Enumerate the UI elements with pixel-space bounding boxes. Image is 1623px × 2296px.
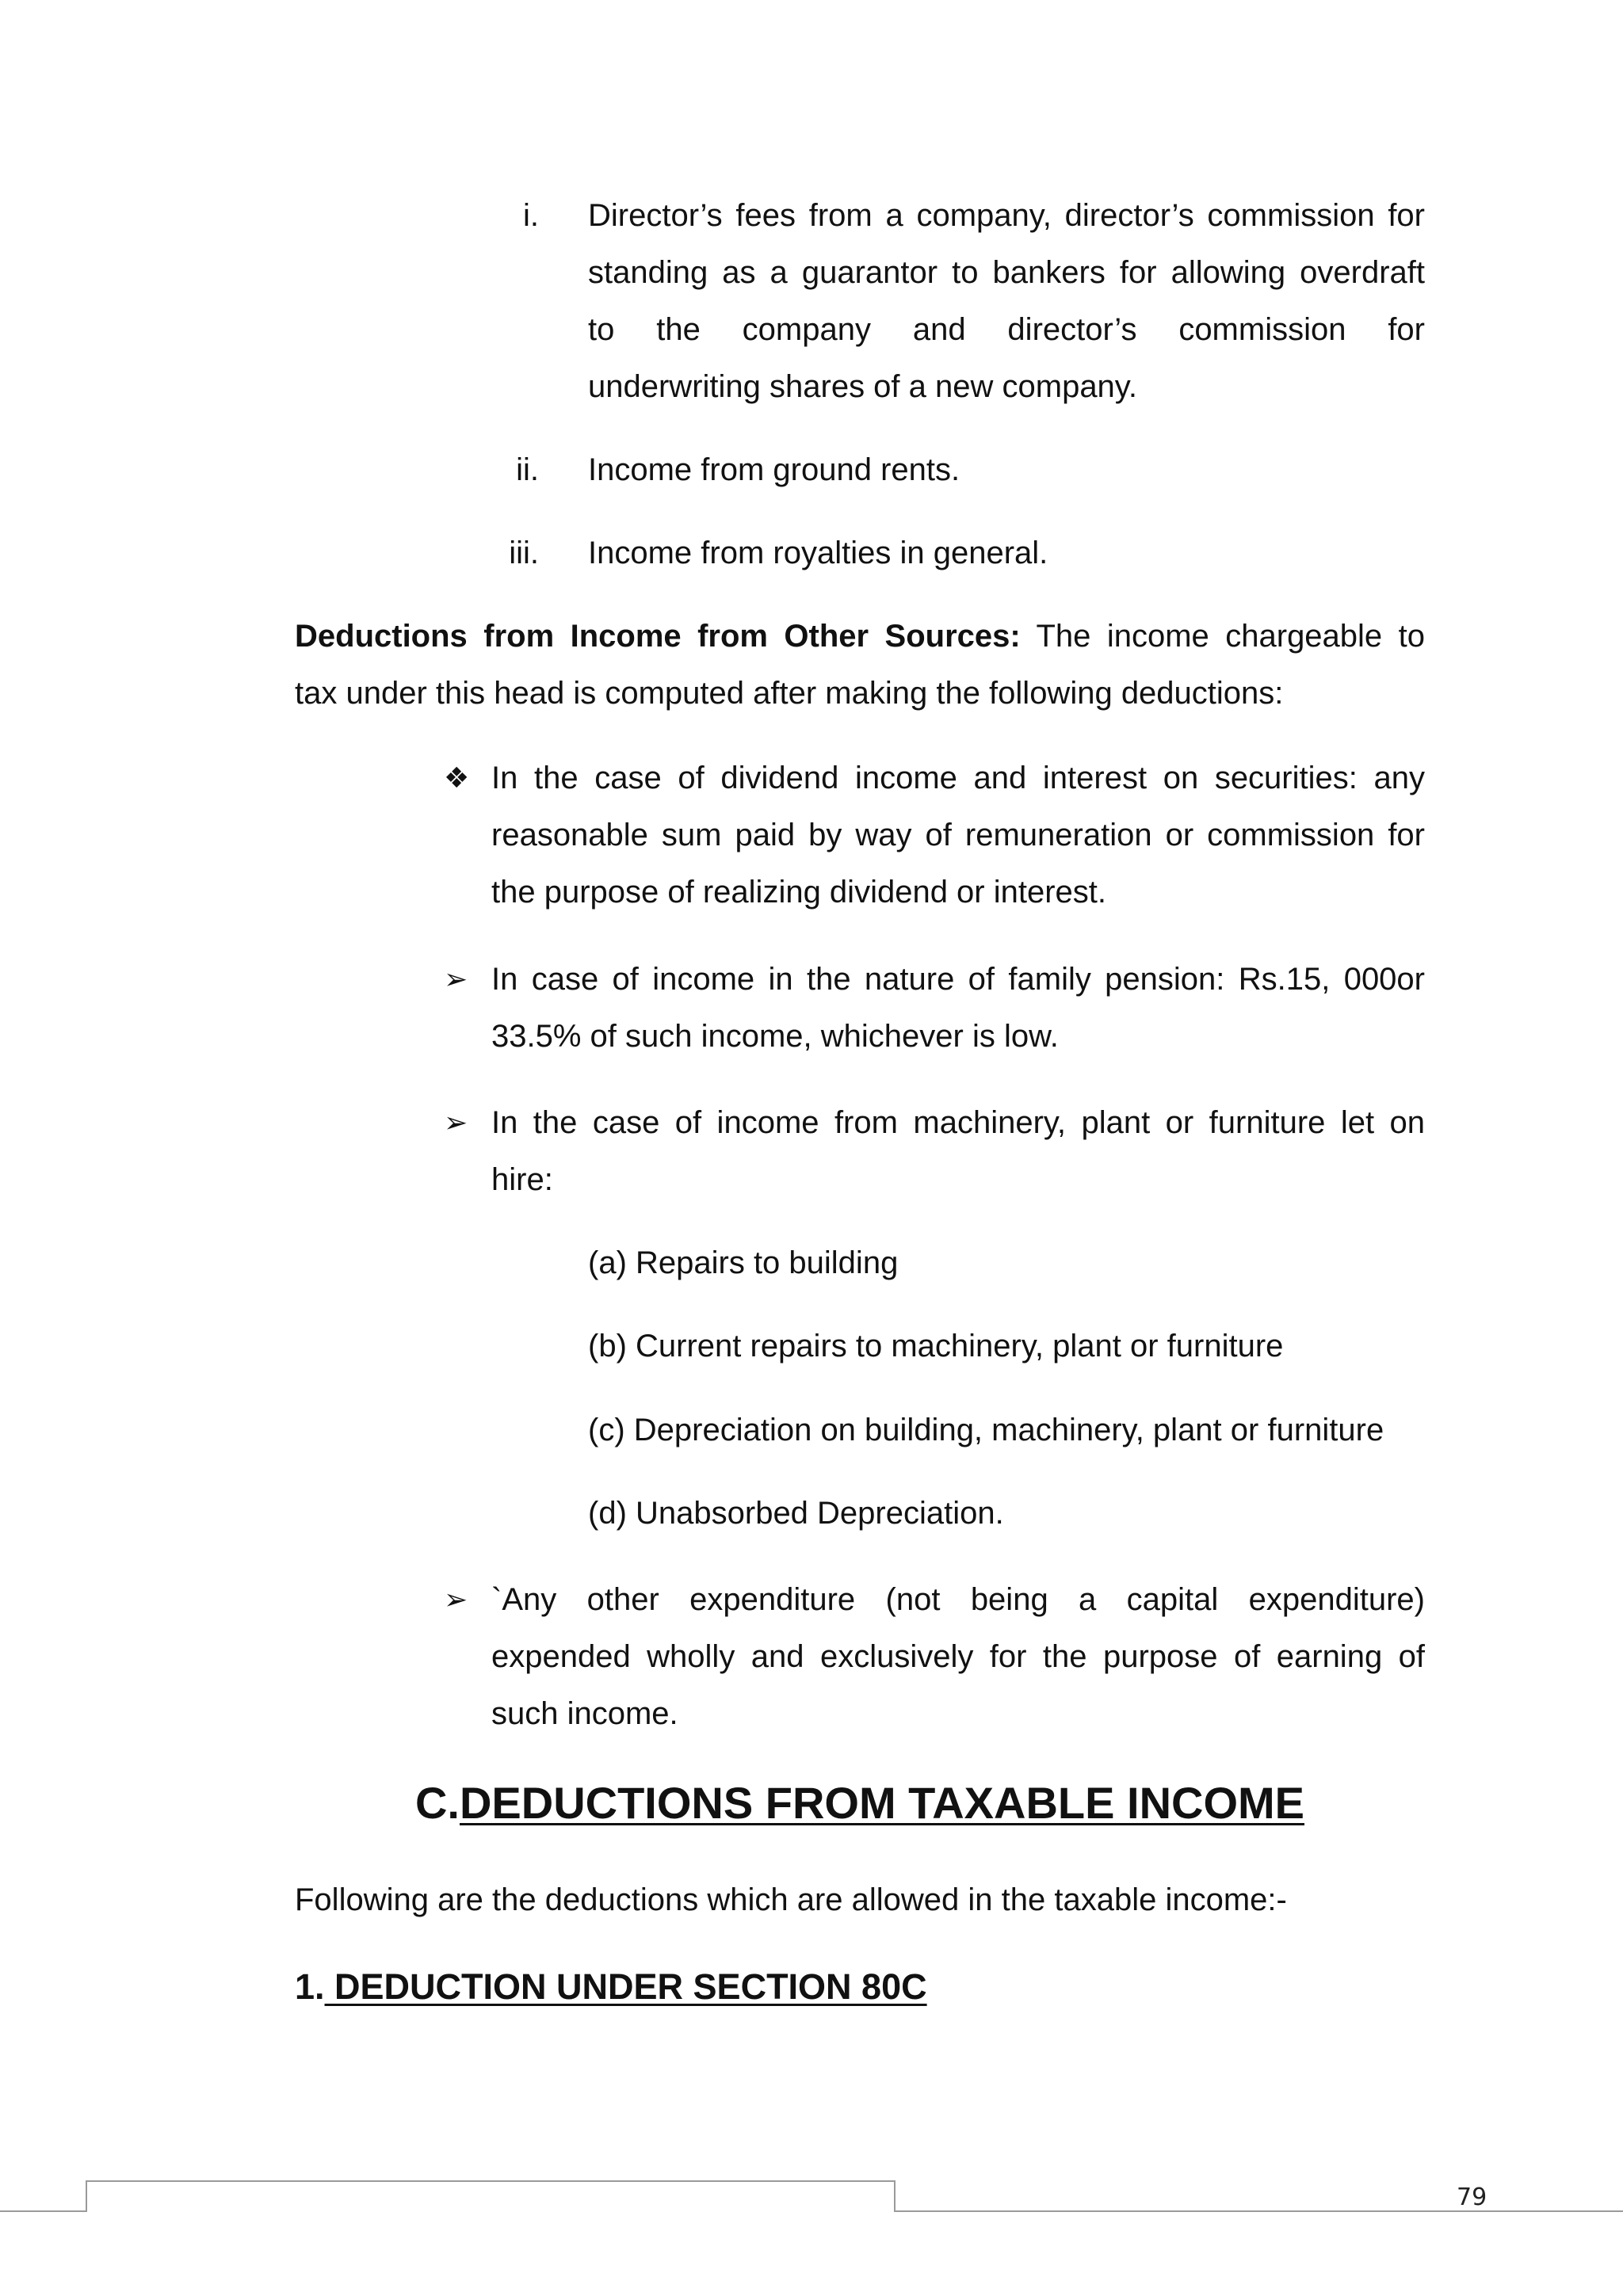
roman-numeral: i. [523,198,539,233]
bullet-line: `Any other expenditure (not being a capital expenditure) [491,1582,1425,1617]
arrow-bullet-icon: ➢ [444,1583,468,1615]
footer-line-left [0,2210,87,2212]
bullet-line: the purpose of realizing dividend or interest. [491,875,1107,910]
diamond-bullet-icon: ❖ [444,761,470,794]
bullet-line: such income. [491,1696,678,1731]
subsection-heading-prefix: 1. [295,1966,325,2007]
bullet-line: hire: [491,1162,553,1197]
footer-tab-left-edge [86,2180,87,2212]
bullet-line: reasonable sum paid by way of remuneration or commission for [491,818,1425,852]
bullet-line: 33.5% of such income, whichever is low. [491,1019,1059,1054]
roman-numeral: ii. [516,452,539,487]
paragraph-text: The income chargeable to [1036,619,1425,654]
sub-item: (c) Depreciation on building, machinery, plant or furniture [588,1413,1384,1447]
subsection-heading [295,1958,1425,2016]
list-item-line: underwriting shares of a new company. [588,369,1137,404]
list-item-line: Income from ground rents. [588,452,960,487]
paragraph-line: tax under this head is computed after making the following deductions: [295,676,1284,711]
bullet-line: In the case of income from machinery, plant or furniture let on [491,1105,1425,1140]
roman-numeral: iii. [509,536,539,570]
section-heading [295,1775,1425,1832]
bold-lead: Deductions from Income from Other Sources: [295,619,1021,654]
footer-tab-right-edge [894,2180,896,2212]
paragraph-line [295,608,1425,665]
arrow-bullet-icon: ➢ [444,963,468,995]
sub-item: (d) Unabsorbed Depreciation. [588,1496,1004,1531]
page-number: 79 [1457,2183,1487,2211]
footer-tab-top [86,2180,896,2182]
list-item-line: to the company and director’s commission for [588,312,1425,347]
sub-item: (a) Repairs to building [588,1245,899,1280]
list-item-line: Income from royalties in general. [588,536,1048,570]
arrow-bullet-icon: ➢ [444,1106,468,1138]
section-heading-title: DEDUCTIONS FROM TAXABLE INCOME [459,1778,1305,1828]
list-item-line: Director’s fees from a company, director’s commission for [588,198,1425,233]
sub-item: (b) Current repairs to machinery, plant or furniture [588,1329,1284,1363]
bullet-line: In case of income in the nature of family pension: Rs.15, 000or [491,962,1425,997]
bullet-line: expended wholly and exclusively for the purpose of earning of [491,1639,1425,1674]
footer-line-right [894,2210,1623,2212]
section-heading-prefix: C. [414,1778,460,1828]
bullet-line: In the case of dividend income and interest on securities: any [491,761,1425,795]
subsection-heading-title: DEDUCTION UNDER SECTION 80C [324,1966,927,2007]
list-item-line: standing as a guarantor to bankers for allowing overdraft [588,255,1425,290]
intro-text: Following are the deductions which are allowed in the taxable income:- [295,1882,1287,1917]
